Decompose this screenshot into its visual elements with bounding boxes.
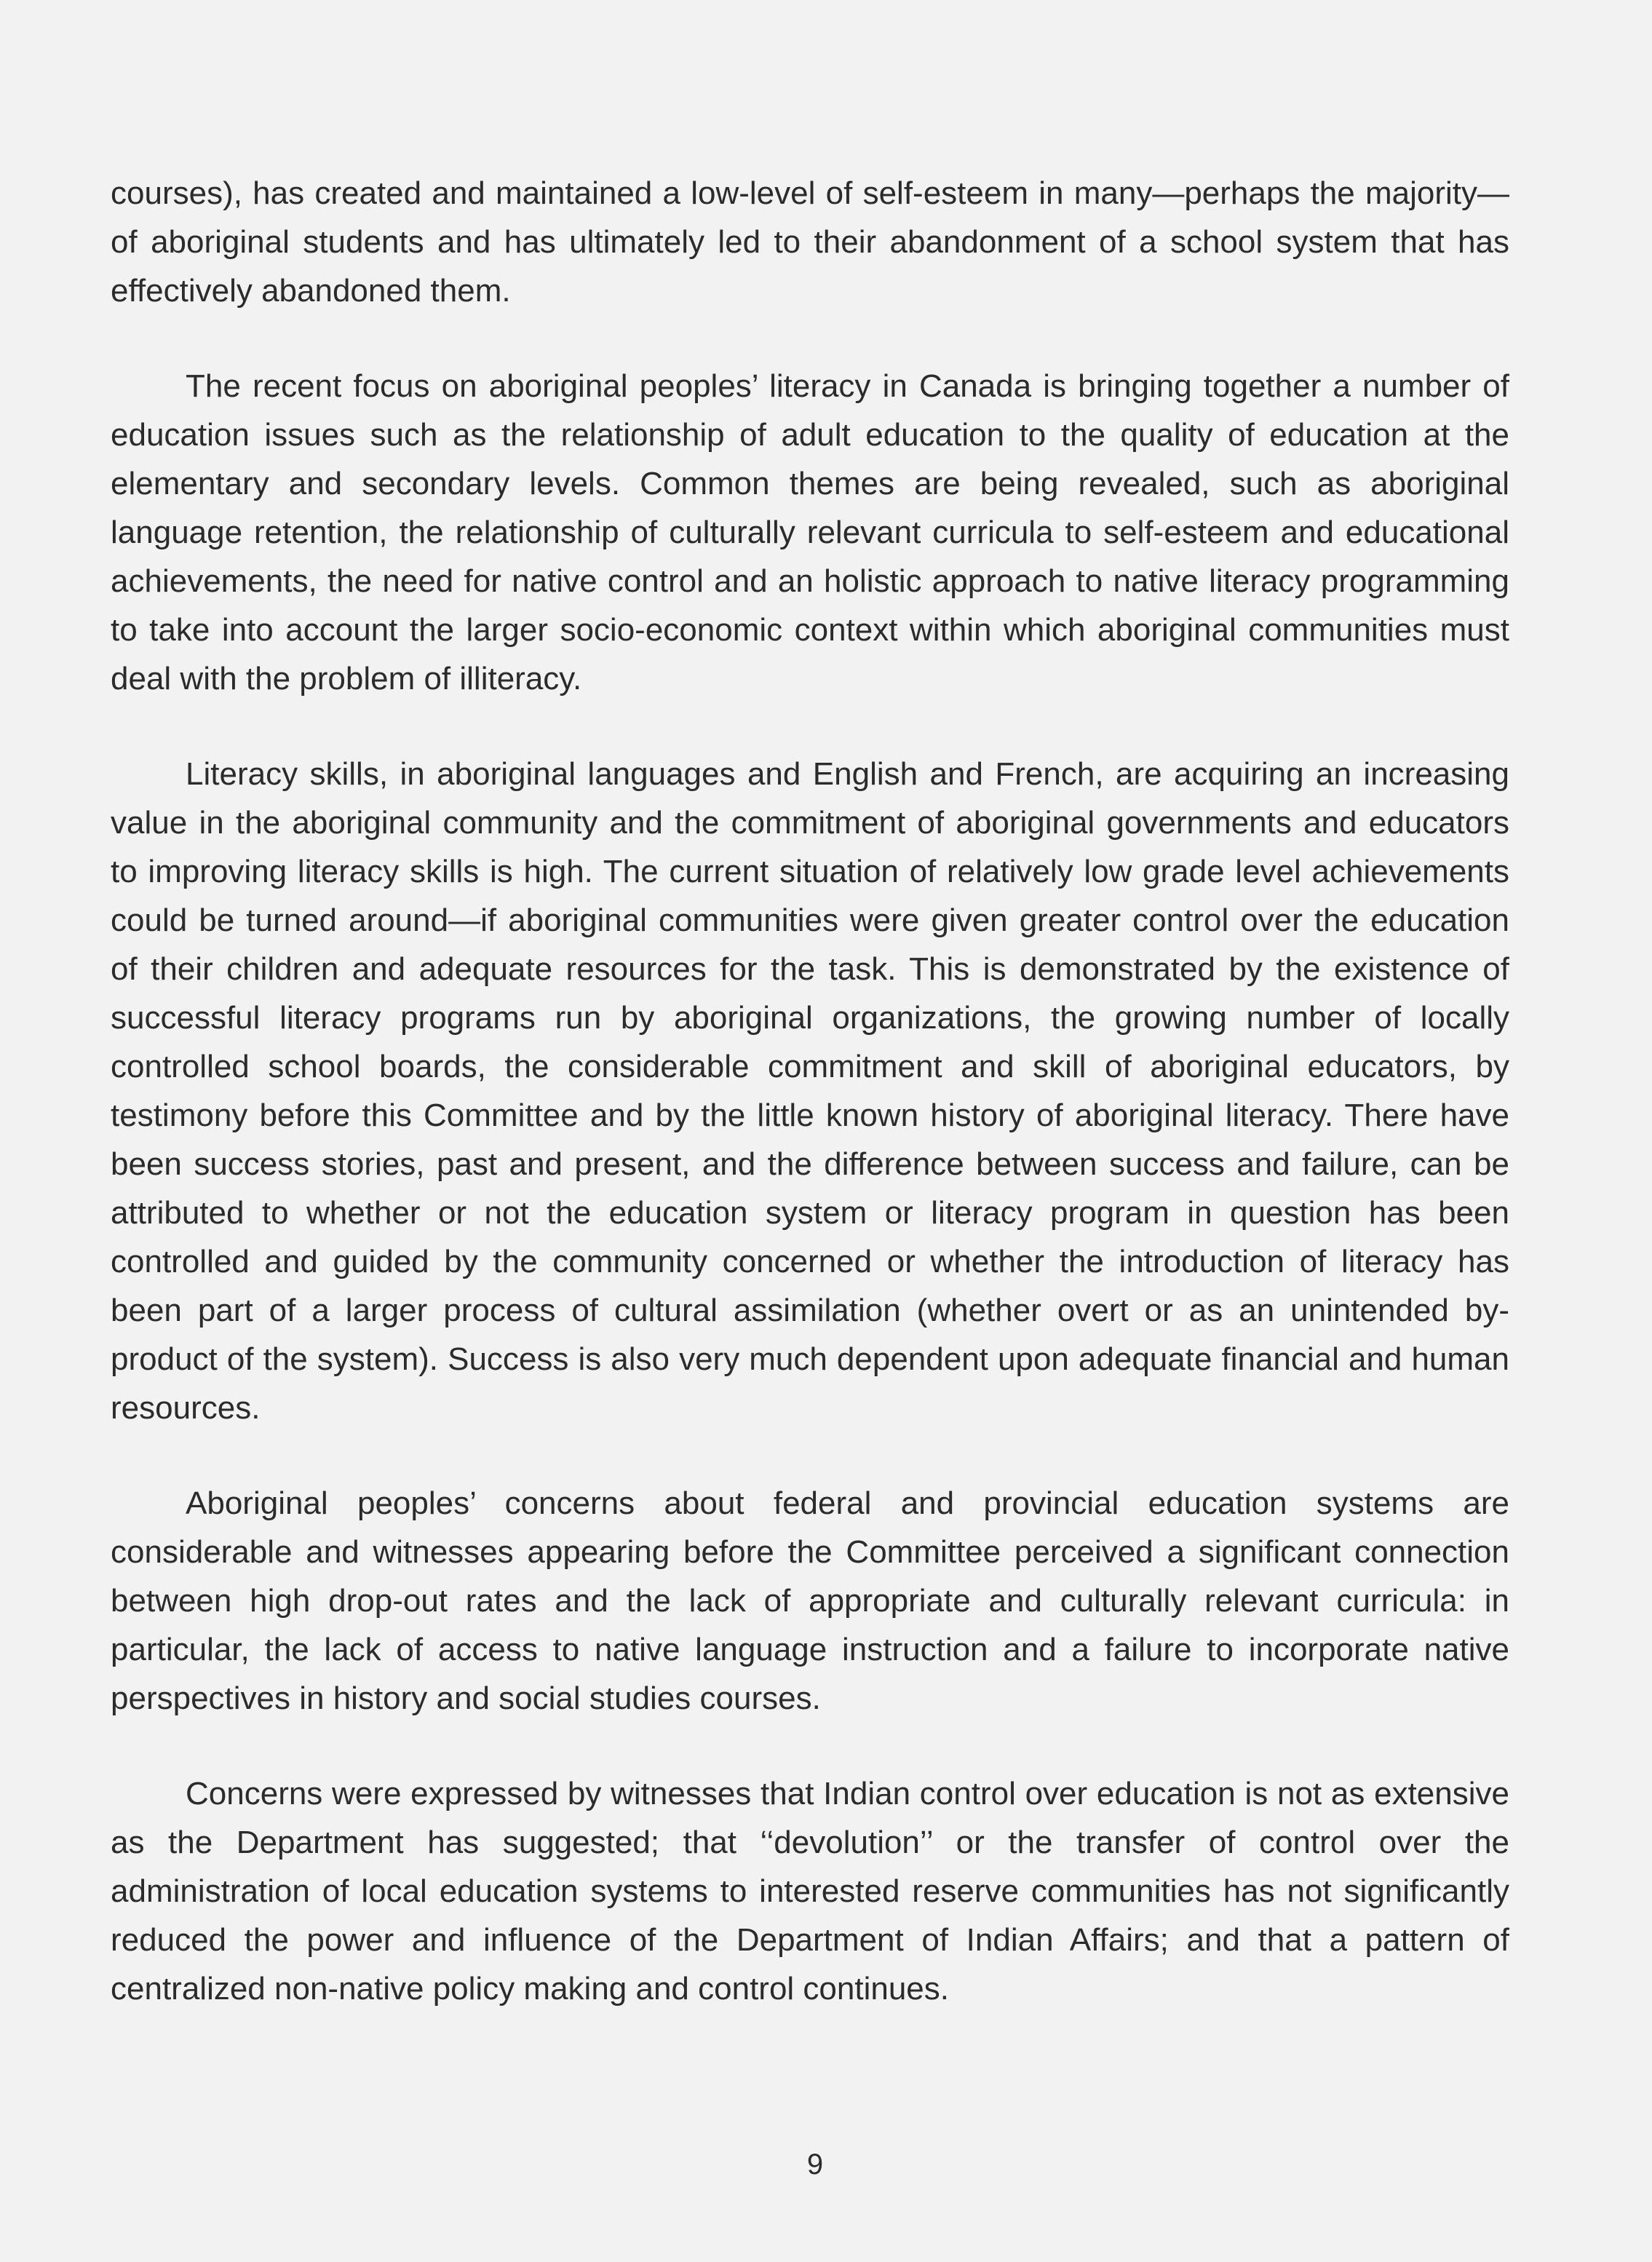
paragraph-literacy-skills: Literacy skills, in aboriginal languages and English and French, are acquiring an increasing value in the aboriginal community and the commitment of aboriginal governments and educators to improving literacy skills is high. The current situation of relatively low grade level achievements could be turned around—if aboriginal communities were given greater control over the education of their children and adequate resources for the task. This is demonstrated by the existence of successful literacy programs run by aboriginal organizations, the growing number of locally controlled school boards, the considerable commitment and skill of aboriginal educators, by testimony before this Committee and by the little known history of aboriginal literacy. There have been success stories, past and present, and the difference between success and failure, can be attributed to whether or not the education system or literacy program in question has been controlled and guided by the community concerned or whether the introduction of literacy has been part of a larger process of cultural assimilation (whether overt or as an unintended by-product of the system). Success is also very much dependent upon adequate financial and human resources. (111, 756, 1509, 1426)
paragraph-control-concerns: Concerns were expressed by witnesses that Indian control over education is not as extensive as the Department has suggested; that ‘‘devolution’’ or the transfer of control over the administration of local education systems to interested reserve communities has not significantly reduced the power and influence of the Department of Indian Affairs; and that a pattern of centralized non-native policy making and control continues. (111, 1776, 1509, 2007)
paragraph-continuation: courses), has created and maintained a low-level of self-esteem in many—perhaps the majority—of aboriginal students and has ultimately led to their abandonment of a school system that has effectively abandoned them. (111, 175, 1509, 309)
body-text (111, 169, 1509, 2013)
paragraph-recent-focus: The recent focus on aboriginal peoples’ literacy in Canada is bringing together a number of education issues such as the relationship of adult education to the quality of education at the elementary and secondary levels. Common themes are being revealed, such as aboriginal language retention, the relationship of culturally relevant curricula to self-esteem and educational achievements, the need for native control and an holistic approach to native literacy programming to take into account the larger socio-economic context within which aboriginal communities must deal with the problem of illiteracy. (111, 368, 1509, 697)
page-number: 9 (806, 2148, 824, 2180)
paragraph-aboriginal-concerns: Aboriginal peoples’ concerns about federal and provincial education systems are considerable and witnesses appearing before the Committee perceived a significant connection between high drop-out rates and the lack of appropriate and culturally relevant curricula: in particular, the lack of access to native language instruction and a failure to incorporate native perspectives in history and social studies courses. (111, 1485, 1509, 1716)
